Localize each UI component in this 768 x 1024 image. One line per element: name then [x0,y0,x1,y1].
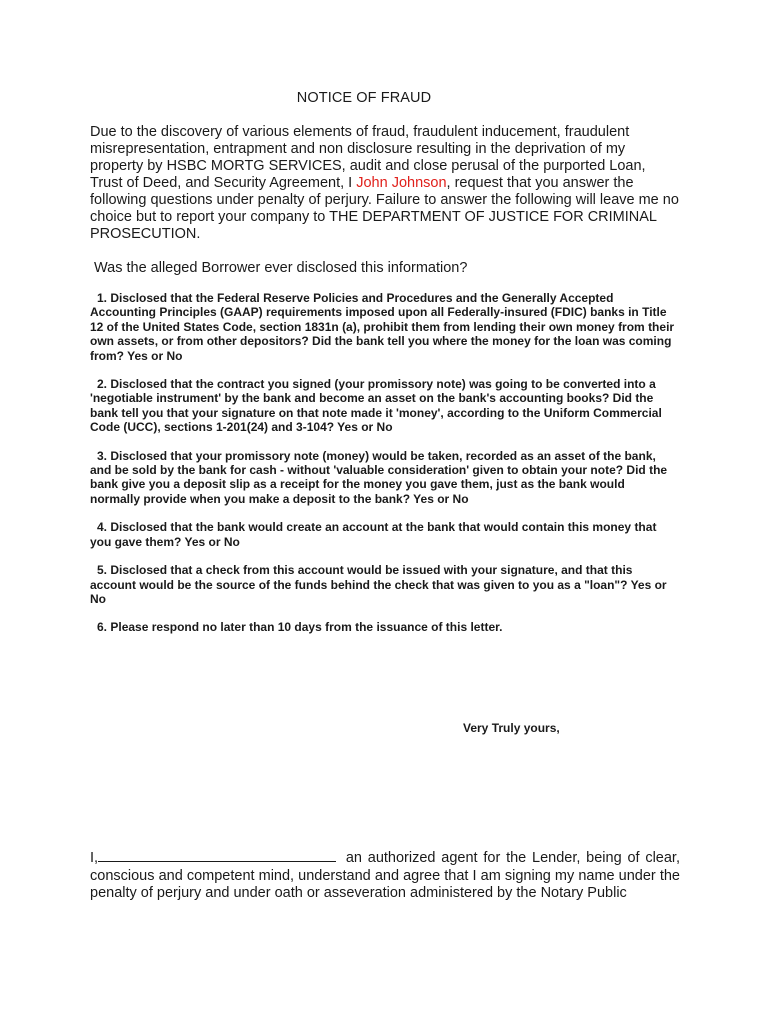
item-text: Disclosed that a check from this account would be issued with your signature, and that this account would be the source of the funds behind the check that was given to you as a "loan"? Yes or No [90,563,667,606]
list-item [90,291,675,363]
disclosure-list [90,291,675,649]
closing-salutation: Very Truly yours, [463,721,560,735]
item-text: Disclosed that the Federal Reserve Policies and Procedures and the Generally Accepted Accounting Principles (GAAP) requirements imposed upon all Federally-insured (FDIC) banks in Title 12 of the United States Code, section 1831n (a), prohibit them from lending their own money from their own assets, or from other depositors? Did the bank tell you where the money for the loan was coming from? Yes or No [90,291,675,363]
item-number: 1. [97,291,108,305]
list-item [90,563,675,606]
disclosure-question: Was the alleged Borrower ever disclosed this information? [94,260,468,276]
affidavit-prefix: I, [90,850,99,866]
intro-text-part1: Due to the discovery of various elements of fraud, fraudulent inducement, fraudulent misrepresentation, entrapment and non disclosure resulting in the deprivation of my property by HSBC MORTG SERVICES, audit and close perusal of the purported Loan, Trust of Deed, and Security Agreement, I [90,124,646,191]
page-title: NOTICE OF FRAUD [296,90,432,106]
item-text: Disclosed that the bank would create an account at the bank that would contain this money that you gave them? Yes or No [90,520,657,549]
item-number: 6. [97,620,108,635]
list-item [90,377,675,435]
claimant-name: John Johnson [356,175,447,191]
intro-text-part2: , request that you answer the following questions under penalty of perjury. Failure to answer the following will leave me no choice but to report your company to THE DEPARTMENT OF JUSTICE FOR CRIMINAL PROSECUTION. [90,175,679,242]
affidavit-paragraph [90,849,680,903]
item-text: Disclosed that your promissory note (money) would be taken, recorded as an asset of the bank, and be sold by the bank for cash - without 'valuable consideration' given to obtain your note? Did the bank give you a deposit slip as a receipt for the money you gave them, just as the bank would normally provide when you make a deposit to the bank? Yes or No [90,448,668,506]
item-number: 2. [97,377,108,392]
item-number: 3. [97,448,108,463]
list-item [90,620,675,634]
intro-paragraph [90,124,680,243]
item-number: 5. [97,563,108,578]
list-item [90,449,675,507]
item-number: 4. [97,520,108,535]
item-text: Please respond no later than 10 days from the issuance of this letter. [110,620,503,635]
signature-blank-line[interactable] [98,849,336,862]
item-text: Disclosed that the contract you signed (your promissory note) was going to be converted into a 'negotiable instrument' by the bank and become an asset on the bank's accounting books? Did the bank tell you that your signature on that note made it 'money', according to the Uniform Commercial Code (UCC), sections 1-201(24) and 3-104? Yes or No [90,377,662,435]
affidavit-text: an authorized agent for the Lender, being of clear, conscious and competent mind, understand and agree that I am signing my name under the penalty of perjury and under oath or asseveration administered by the Notary Public [90,850,680,901]
list-item [90,520,675,549]
